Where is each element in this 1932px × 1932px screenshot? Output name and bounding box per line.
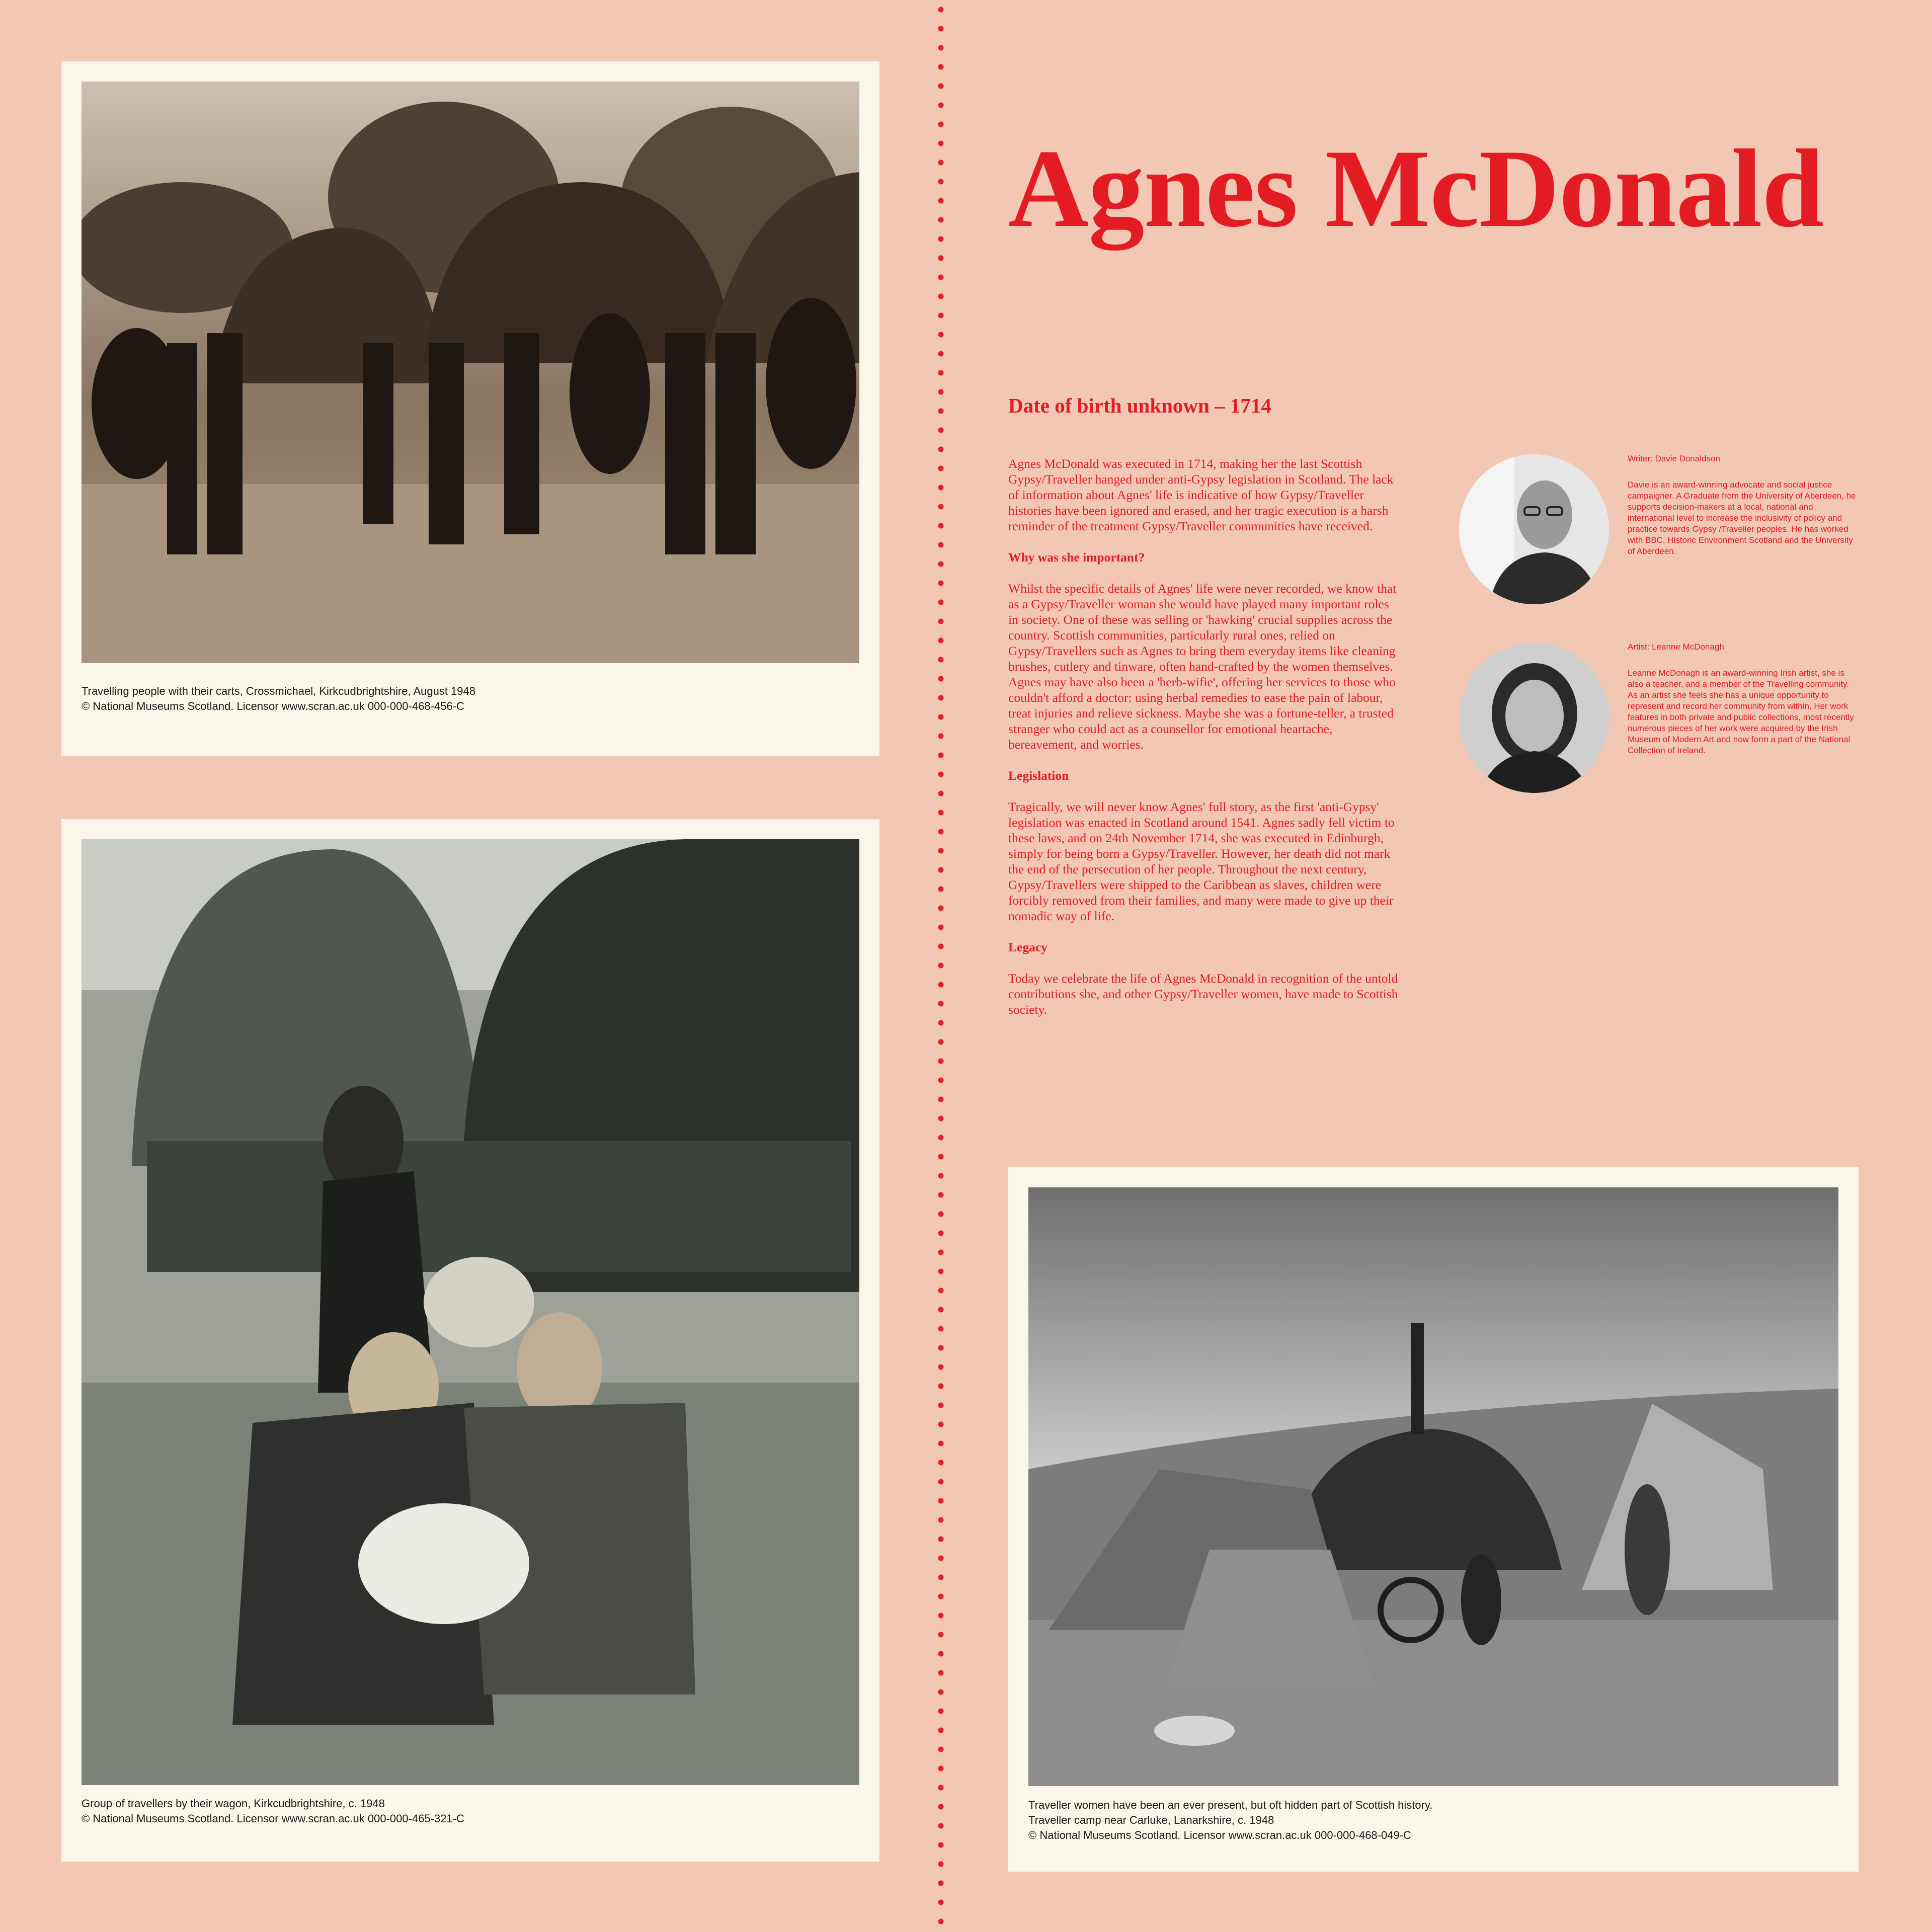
section-paragraph: Whilst the specific details of Agnes' life were never recorded, we know that as a Gypsy/Traveller woman she would have played many important roles in society. One of these was selling or 'hawking' crucial supplies across the country. Scottish communities, particularly rural ones, relied on Gypsy/Travellers such as Agnes to bring them everyday items like cleaning brushes, cutlery and tinware, often hand-crafted by the women themselves. Agnes may have also been a 'herb-wifie', offering her services to those who couldn't afford a doctor: using herbal remedies to ease the pain of labour, treat injuries and relieve sickness. Maybe she was a fortune-teller, a trusted stranger who could act as a counsellor for emotional heartache, bereavement, and worries. (1008, 581, 1397, 752)
photo-caption-2 (82, 1796, 464, 1826)
photo-traveller-camp (1028, 1187, 1838, 1786)
writer-label: Writer: Davie Donaldson (1628, 454, 1720, 463)
caption-line: Group of travellers by their wagon, Kirkcudbrightshire, c. 1948 (82, 1797, 385, 1810)
photo-card-3 (1008, 1167, 1859, 1872)
writer-bio-text: Davie is an award-winning advocate and social justice campaigner. A Graduate from the University of Aberdeen, he supports decision-makers at a local, national and international level to increase the inclusivity of policy and practice towards Gypsy /Traveller peoples. He has worked with BBC, Historic Environment Scotland and the University of Aberdeen. (1628, 480, 1856, 556)
section-paragraph: Today we celebrate the life of Agnes McDonald in recognition of the untold contributions she, and other Gypsy/Traveller women, have made to Scottish society. (1008, 971, 1398, 1017)
section-paragraph: Tragically, we will never know Agnes' full story, as the first 'anti-Gypsy' legislation was enacted in Scotland around 1541. Agnes sadly fell victim to these laws, and on 24th November 1714, she was executed in Edinburgh, simply for being born a Gypsy/Traveller. However, her death did not mark the end of the persecution of her people. Throughout the next century, Gypsy/Travellers were shipped to the Caribbean as slaves, children were forcibly removed from their families, and many were made to give up their nomadic way of life. (1008, 799, 1395, 923)
photo-caption-3 (1028, 1798, 1432, 1843)
photo-card-1 (61, 61, 879, 756)
section-heading: Legislation (1008, 768, 1069, 783)
caption-credit: © National Museums Scotland. Licensor www.scran.ac.uk 000-000-465-321-C (82, 1812, 464, 1825)
photo-travellers-by-wagon (82, 839, 859, 1785)
body-text (1008, 456, 1398, 1033)
dotted-divider (937, 0, 944, 1932)
caption-line: Travelling people with their carts, Crossmichael, Kirkcudbrightshire, August 1948 (82, 685, 475, 697)
writer-portrait (1459, 454, 1609, 604)
intro-paragraph: Agnes McDonald was executed in 1714, making her the last Scottish Gypsy/Traveller hanged under anti-Gypsy legislation in Scotland. The lack of information about Agnes' life is indicative of how Gypsy/Traveller histories have been ignored and erased, and her tragic execution is a harsh reminder of the treatment Gypsy/Traveller communities have received. (1008, 456, 1394, 533)
caption-line: Traveller women have been an ever present, but oft hidden part of Scottish history. (1028, 1799, 1433, 1811)
writer-bio (1628, 453, 1859, 557)
photo-travellers-with-carts (82, 82, 859, 663)
page-title: Agnes McDonald (1008, 127, 1824, 251)
caption-line: Traveller camp near Carluke, Lanarkshire, c. 1948 (1028, 1814, 1274, 1826)
photo-card-2 (61, 819, 879, 1862)
page-subtitle: Date of birth unknown – 1714 (1008, 394, 1271, 417)
artist-label: Artist: Leanne McDonagh (1628, 642, 1724, 652)
photo-caption-1 (82, 684, 475, 714)
artist-bio (1628, 641, 1859, 756)
caption-credit: © National Museums Scotland. Licensor www.scran.ac.uk 000-000-468-049-C (1028, 1829, 1411, 1841)
artist-bio-text: Leanne McDonagh is an award-winning Irish artist, she is also a teacher, and a member of the Travelling community. As an artist she feels she has a unique opportunity to represent and record her community from within. Her work features in both private and public collections, most recently numerous pieces of her work were acquired by the Irish Museum of Modern Art and now form a part of the National Collection of Ireland. (1628, 668, 1854, 755)
section-heading: Why was she important? (1008, 550, 1145, 565)
caption-credit: © National Museums Scotland. Licensor www.scran.ac.uk 000-000-468-456-C (82, 700, 464, 712)
artist-portrait (1459, 643, 1609, 793)
section-heading: Legacy (1008, 940, 1048, 954)
